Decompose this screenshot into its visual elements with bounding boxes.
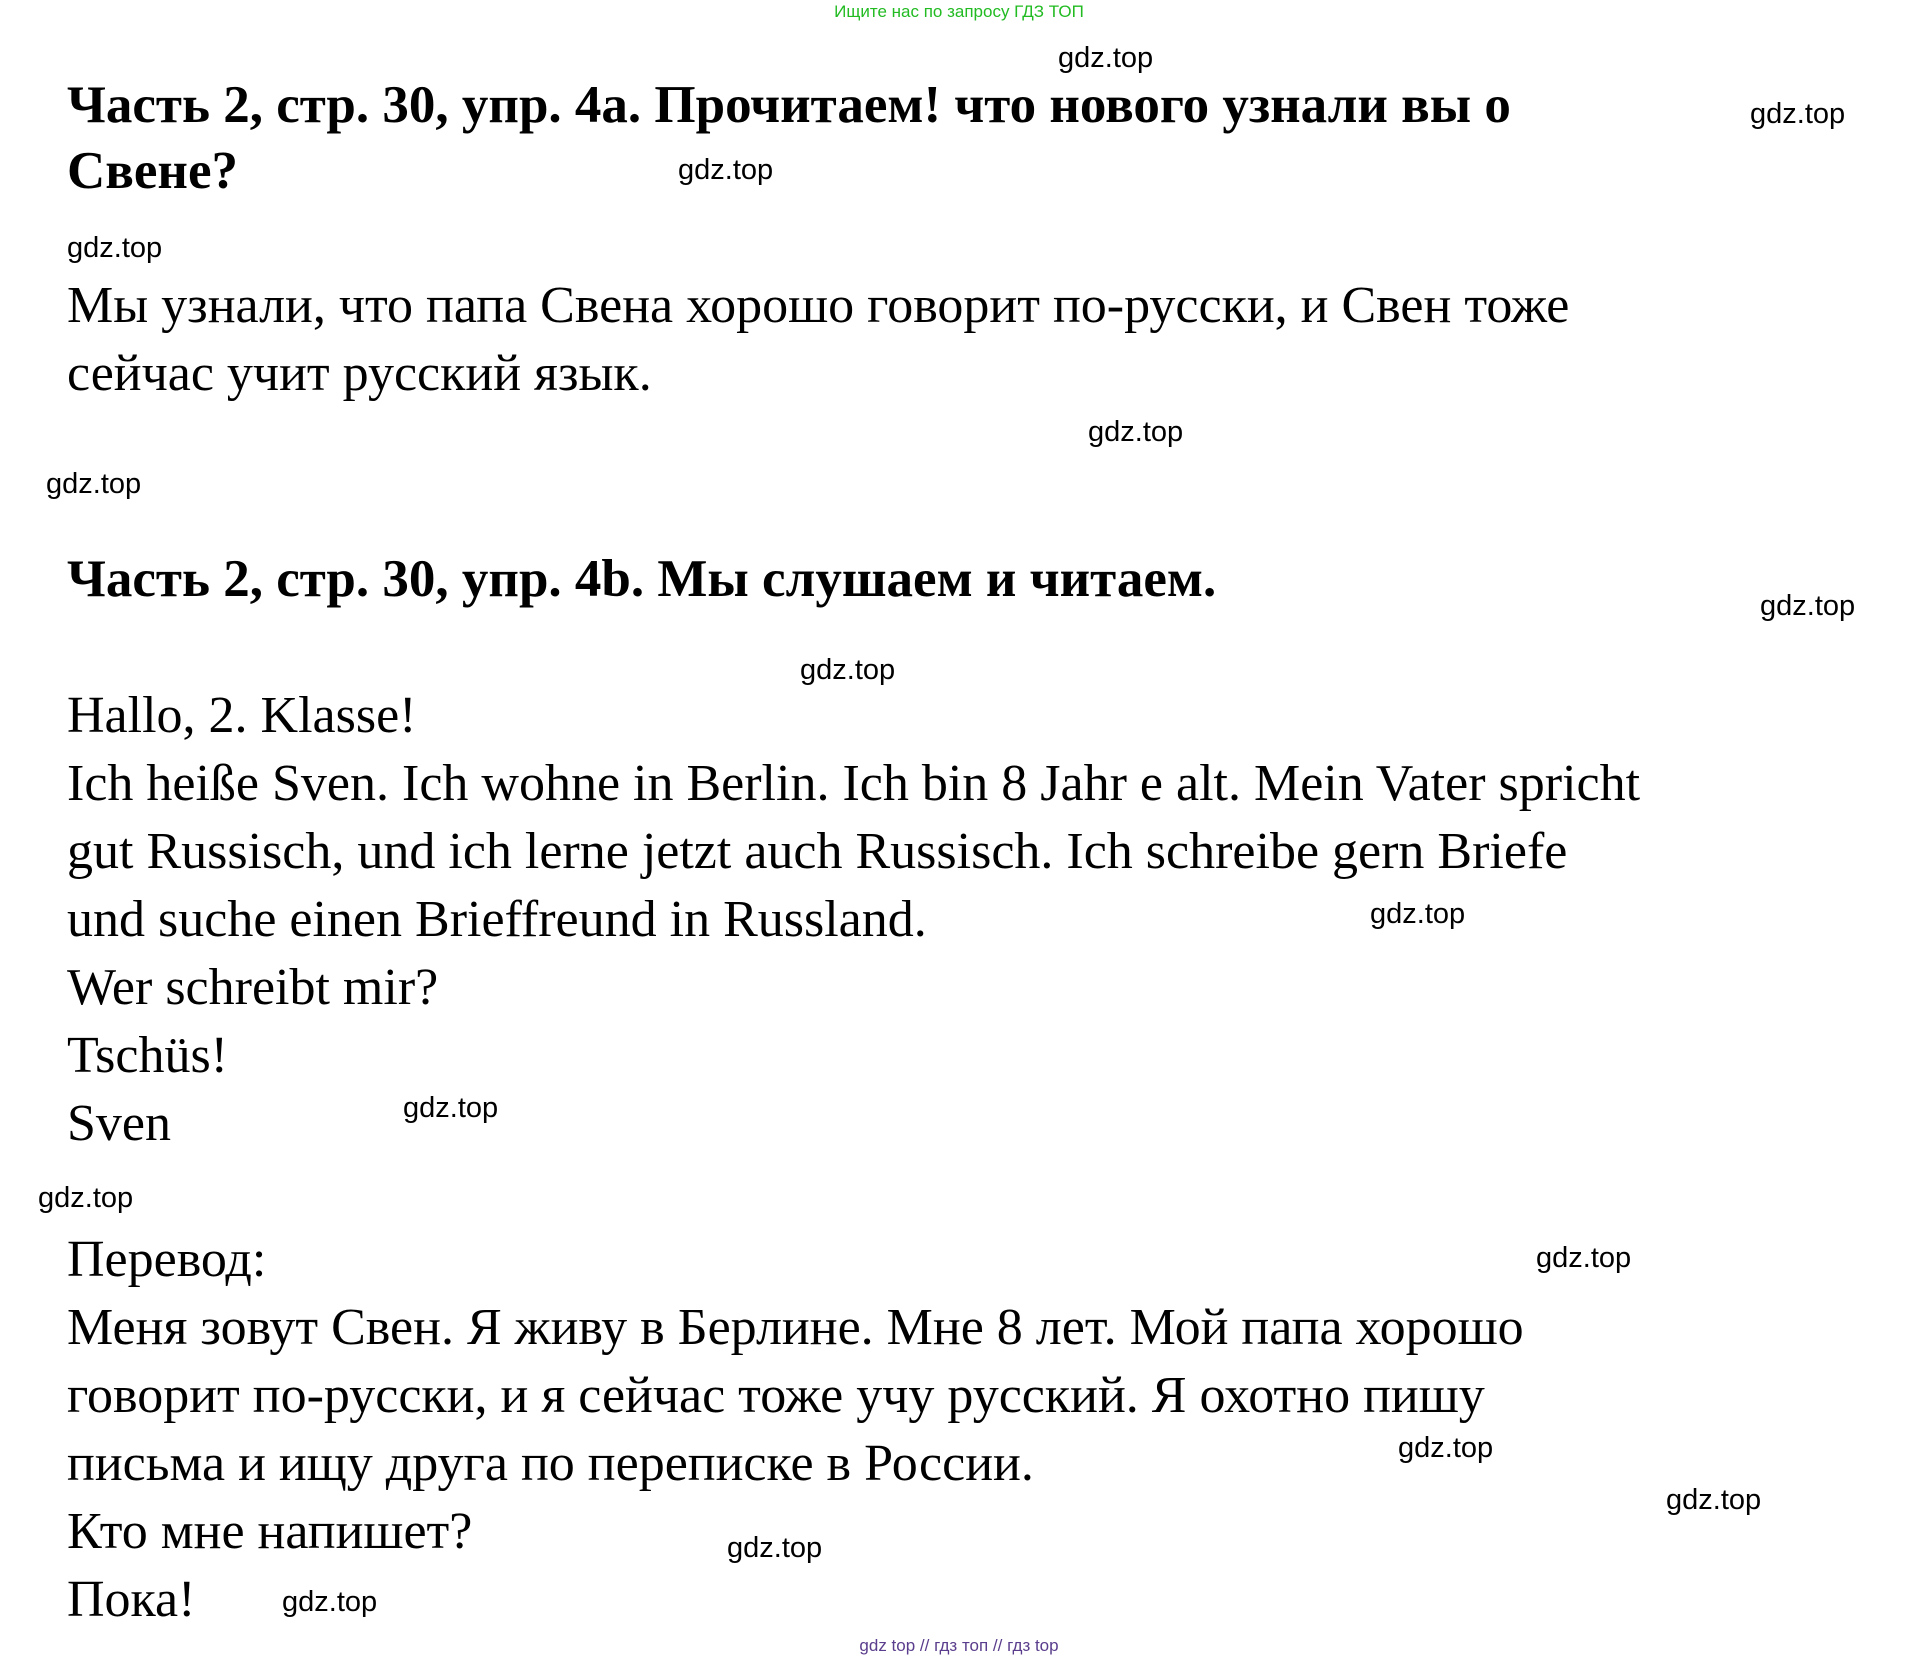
letter-line: Sven: [67, 1095, 171, 1152]
watermark: gdz.top: [1398, 1432, 1494, 1464]
translation-line: письма и ищу друга по переписке в России.: [67, 1435, 1034, 1492]
answer-line: Мы узнали, что папа Свена хорошо говорит по-русски, и Свен тоже: [67, 277, 1570, 334]
letter-line: Wer schreibt mir?: [67, 959, 439, 1016]
watermark: gdz.top: [1666, 1484, 1762, 1516]
heading-line: Часть 2, стр. 30, упр. 4а. Прочитаем! что нового узнали вы о: [67, 76, 1511, 134]
watermark: gdz.top: [67, 232, 163, 264]
watermark: gdz.top: [1370, 898, 1466, 930]
answer-line: сейчас учит русский язык.: [67, 345, 652, 402]
section1-answer: [67, 272, 1569, 408]
watermark: gdz.top: [46, 468, 142, 500]
translation-label: Перевод:: [67, 1231, 267, 1288]
watermark: gdz.top: [1058, 42, 1154, 74]
watermark: gdz.top: [800, 654, 896, 686]
watermark: gdz.top: [38, 1182, 134, 1214]
translation-line: Кто мне напишет?: [67, 1503, 473, 1560]
letter-line: Tschüs!: [67, 1027, 229, 1084]
heading-line: Свене?: [67, 142, 238, 200]
translation-line: Меня зовут Свен. Я живу в Берлине. Мне 8 лет. Мой папа хорошо: [67, 1299, 1524, 1356]
watermark: gdz.top: [727, 1532, 823, 1564]
watermark: gdz.top: [678, 154, 774, 186]
translation-line: говорит по-русски, и я сейчас тоже учу русский. Я охотно пишу: [67, 1367, 1485, 1424]
letter-line: Ich heiße Sven. Ich wohne in Berlin. Ich bin 8 Jahr e alt. Mein Vater spricht: [67, 755, 1641, 812]
watermark: gdz.top: [282, 1586, 378, 1618]
watermark: gdz.top: [1536, 1242, 1632, 1274]
letter-line: Hallo, 2. Klasse!: [67, 687, 417, 744]
section2-heading: [67, 546, 1216, 612]
heading-line: Часть 2, стр. 30, упр. 4b. Мы слушаем и читаем.: [67, 550, 1217, 608]
section1-heading: [67, 72, 1511, 204]
translation-line: Пока!: [67, 1571, 196, 1628]
letter-line: gut Russisch, und ich lerne jetzt auch Russisch. Ich schreibe gern Briefe: [67, 823, 1568, 880]
footer-links[interactable]: gdz top // гдз топ // гдз top: [859, 1636, 1059, 1655]
watermark: gdz.top: [1750, 98, 1846, 130]
watermark: gdz.top: [403, 1092, 499, 1124]
translation: [67, 1226, 1524, 1634]
letter-line: und suche einen Brieffreund in Russland.: [67, 891, 927, 948]
top-banner[interactable]: Ищите нас по запросу ГДЗ ТОП: [834, 2, 1084, 21]
watermark: gdz.top: [1088, 416, 1184, 448]
watermark: gdz.top: [1760, 590, 1856, 622]
